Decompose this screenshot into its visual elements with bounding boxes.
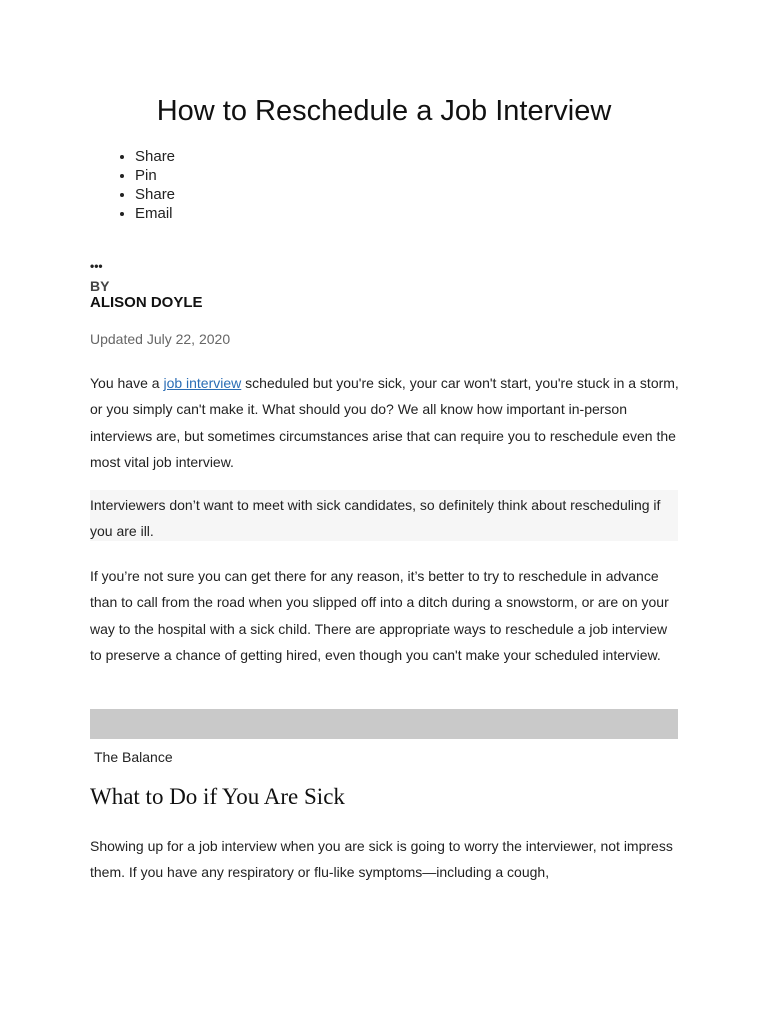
email-link[interactable]: Email xyxy=(135,205,173,222)
image-caption: The Balance xyxy=(94,749,173,765)
article-image-placeholder xyxy=(90,709,678,739)
updated-date: Updated July 22, 2020 xyxy=(90,331,231,347)
pin-item[interactable] xyxy=(135,166,175,185)
more-options-icon[interactable]: ••• xyxy=(90,259,103,273)
job-interview-link[interactable]: job interview xyxy=(163,375,242,391)
pin-link[interactable]: Pin xyxy=(135,167,157,184)
share-item[interactable] xyxy=(135,185,175,204)
share-link[interactable]: Share xyxy=(135,148,176,165)
share-item[interactable] xyxy=(135,147,175,166)
share-list xyxy=(90,147,175,223)
share-link[interactable]: Share xyxy=(135,186,176,203)
section-paragraph: Showing up for a job interview when you are sick is going to worry the interviewer, not impress them. If you have any respiratory or flu-like symptoms—including a cough, xyxy=(90,838,673,881)
email-item[interactable] xyxy=(135,204,175,223)
callout-box xyxy=(90,490,678,541)
section-heading: What to Do if You Are Sick xyxy=(90,784,345,809)
article-title: How to Reschedule a Job Interview xyxy=(156,95,612,127)
intro-paragraph xyxy=(90,370,680,475)
byline-prefix: BY xyxy=(90,278,110,294)
body-paragraph: If you’re not sure you can get there for any reason, it’s better to try to reschedule in advance than to call from the road when you slipped off into a ditch during a snowstorm, or are on your way to the hospital with a sick child. There are appropriate ways to reschedule a job interview to preserve a chance of getting hired, even though you can't make your scheduled interview. xyxy=(90,568,669,663)
callout-text: Interviewers don’t want to meet with sick candidates, so definitely think about rescheduling if you are ill. xyxy=(90,497,661,540)
author-link[interactable]: ALISON DOYLE xyxy=(90,294,203,311)
intro-text-end: scheduled but you're sick, your car won't start, you're stuck in a storm, or you simply can't make it. What should you do? We all know how important in-person interviews are, but sometimes circumstances arise that can require you to reschedule even the most vital job interview. xyxy=(90,375,679,470)
intro-text-start: You have a xyxy=(90,375,164,391)
